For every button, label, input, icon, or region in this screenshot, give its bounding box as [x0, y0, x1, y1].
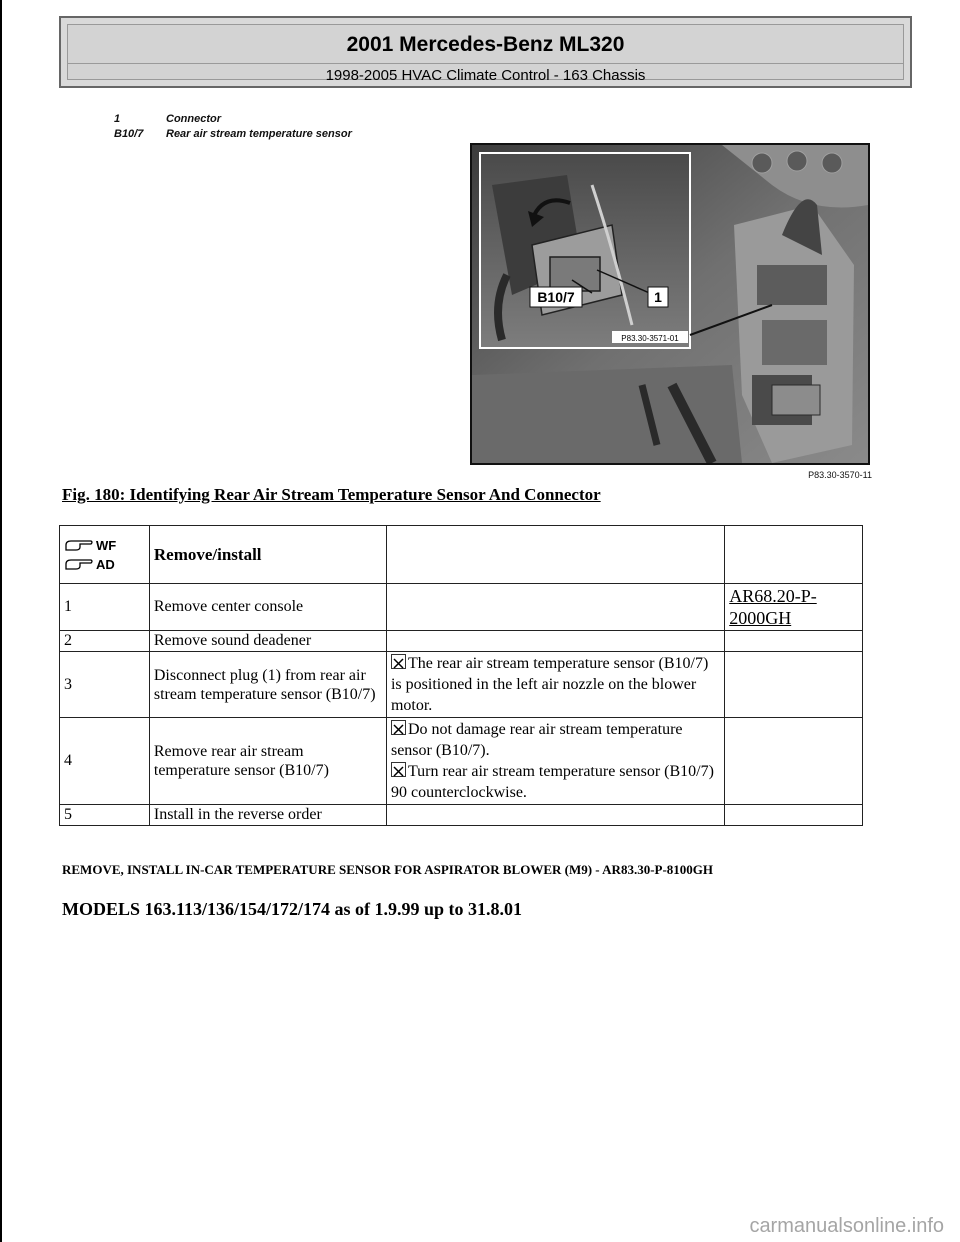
page-subtitle: 1998-2005 HVAC Climate Control - 163 Chassis	[325, 67, 646, 84]
table-row	[60, 631, 863, 652]
legend-item	[114, 112, 352, 127]
figure-180	[114, 112, 874, 484]
step-reference	[725, 805, 863, 826]
note-icon	[391, 654, 406, 669]
table-row	[60, 805, 863, 826]
figure-legend	[114, 112, 352, 142]
step-number: 1	[60, 584, 150, 631]
pointing-hand-icon	[64, 557, 94, 571]
photo-code: P83.30-3570-11	[808, 470, 872, 480]
step-number: 5	[60, 805, 150, 826]
table-row	[60, 652, 863, 718]
note-item: The rear air stream temperature sensor (B10/7) is positioned in the left air nozzle on the blower motor.	[390, 655, 709, 714]
header-empty-cell	[725, 526, 863, 584]
table-row	[60, 584, 863, 631]
reference-link[interactable]: AR68.20-P-2000GH	[729, 586, 817, 628]
inset-code: P83.30-3571-01	[621, 334, 679, 343]
hand-icon-ad: AD	[64, 557, 145, 572]
note-item: Turn rear air stream temperature sensor (B10/7) 90 counterclockwise.	[390, 763, 714, 801]
hand-icons	[64, 538, 145, 572]
step-note	[386, 631, 724, 652]
page-header	[59, 16, 912, 88]
callout-sensor-label: B10/7	[537, 289, 575, 305]
note-icon	[391, 720, 406, 735]
step-note	[386, 652, 724, 718]
legend-label: Connector	[166, 113, 221, 125]
note-icon	[391, 762, 406, 777]
legend-item	[114, 127, 352, 142]
step-note	[386, 718, 724, 805]
legend-label: Rear air stream temperature sensor	[166, 128, 352, 140]
step-action: Remove rear air stream temperature sensor (B10/7)	[149, 718, 386, 805]
step-action: Remove sound deadener	[149, 631, 386, 652]
table-row	[60, 718, 863, 805]
header-divider	[68, 63, 903, 64]
header-empty-cell	[386, 526, 724, 584]
step-number: 3	[60, 652, 150, 718]
step-action: Install in the reverse order	[149, 805, 386, 826]
header-label-cell: Remove/install	[149, 526, 386, 584]
step-reference	[725, 631, 863, 652]
page-header-inner	[67, 24, 904, 84]
step-note	[386, 805, 724, 826]
hand-icon-wf: WF	[64, 538, 145, 553]
step-number: 2	[60, 631, 150, 652]
sensor-location-photo	[470, 143, 870, 465]
photo-illustration	[472, 145, 868, 463]
step-number: 4	[60, 718, 150, 805]
legend-code: 1	[114, 113, 121, 125]
step-action: Remove center console	[149, 584, 386, 631]
step-reference	[725, 718, 863, 805]
table-header-row	[60, 526, 863, 584]
legend-code: B10/7	[114, 128, 144, 140]
header-icons-cell	[60, 526, 150, 584]
pointing-hand-icon	[64, 538, 94, 552]
step-note	[386, 584, 724, 631]
procedure-title: REMOVE, INSTALL IN-CAR TEMPERATURE SENSOR FOR ASPIRATOR BLOWER (M9) - AR83.30-P-8100GH	[62, 862, 714, 877]
note-item: Do not damage rear air stream temperature sensor (B10/7).	[390, 721, 683, 759]
step-reference	[725, 652, 863, 718]
step-action: Disconnect plug (1) from rear air stream temperature sensor (B10/7)	[149, 652, 386, 718]
callout-connector-label: 1	[654, 289, 662, 305]
watermark: carmanualsonline.info	[749, 1215, 944, 1237]
page-title: 2001 Mercedes-Benz ML320	[346, 33, 625, 56]
models-heading: MODELS 163.113/136/154/172/174 as of 1.9.99 up to 31.8.01	[62, 899, 523, 919]
procedure-table	[59, 525, 863, 826]
figure-caption: Fig. 180: Identifying Rear Air Stream Temperature Sensor And Connector	[62, 485, 601, 504]
step-reference[interactable]	[725, 584, 863, 631]
